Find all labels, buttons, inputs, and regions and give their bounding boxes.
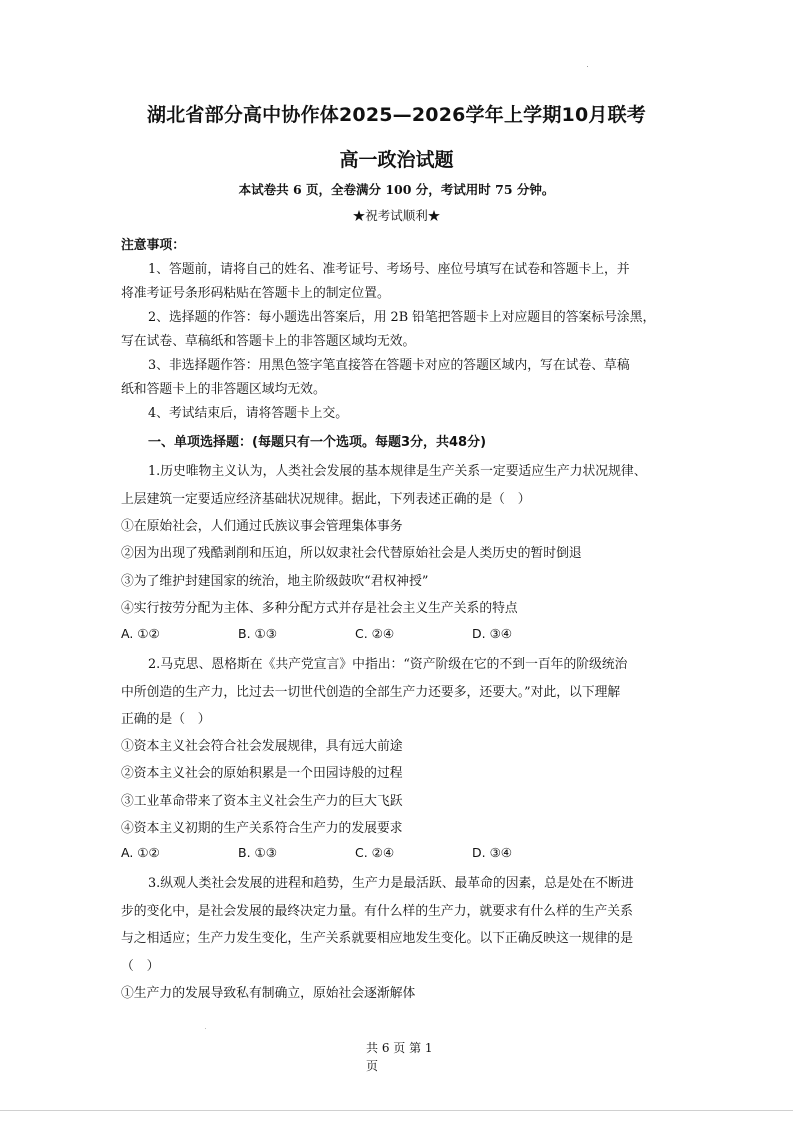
q2-choice-c[interactable]: C. ②④ xyxy=(355,845,395,860)
exam-wish: ★祝考试顺利★ xyxy=(352,208,441,223)
q2-statement-3: ③工业革命带来了资本主义社会生产力的巨大飞跃 xyxy=(121,794,403,809)
notice-item-1-line2: 将准考证号条形码粘贴在答题卡上的制定位置。 xyxy=(121,286,390,301)
q1-choice-d[interactable]: D. ③④ xyxy=(472,626,512,641)
notice-item-1-line1: 1、答题前，请将自己的姓名、准考证号、考场号、座位号填写在试卷和答题卡上，并 xyxy=(148,262,630,277)
scan-dot xyxy=(587,66,588,67)
q2-statement-4: ④资本主义初期的生产关系符合生产力的发展要求 xyxy=(121,821,403,836)
q3-line3: 与之相适应；生产力发生变化，生产关系就要相应地发生变化。以下正确反映这一规律的是 xyxy=(121,931,633,946)
notice-heading: 注意事项： xyxy=(121,238,185,253)
q2-choice-b[interactable]: B. ①③ xyxy=(238,845,277,860)
page-footer-line1: 共 6 页 第 1 xyxy=(366,1041,433,1055)
notice-item-4: 4、考试结束后，请将答题卡上交。 xyxy=(148,406,349,421)
q2-line1: 2.马克思、恩格斯在《共产党宣言》中指出：“资产阶级在它的不到一百年的阶级统治 xyxy=(148,657,628,672)
q2-line2: 中所创造的生产力，比过去一切世代创造的全部生产力还要多，还要大。”对此，以下理解 xyxy=(121,685,621,700)
q2-choice-a[interactable]: A. ①② xyxy=(121,845,160,860)
q3-line2: 步的变化中，是社会发展的最终决定力量。有什么样的生产力，就要求有什么样的生产关系 xyxy=(121,904,633,919)
q1-statement-1: ①在原始社会，人们通过氏族议事会管理集体事务 xyxy=(121,519,403,534)
q2-line3: 正确的是（ ） xyxy=(121,712,211,727)
page-footer-line2: 页 xyxy=(366,1059,379,1073)
notice-item-3-line2: 纸和答题卡上的非答题区域均无效。 xyxy=(121,382,326,397)
notice-item-3-line1: 3、非选择题作答：用黑色签字笔直接答在答题卡对应的答题区域内，写在试卷、草稿 xyxy=(148,358,630,373)
q3-line4: （ ） xyxy=(121,959,160,974)
q1-statement-3: ③为了维护封建国家的统治，地主阶级鼓吹“君权神授” xyxy=(121,574,429,589)
q1-choice-b[interactable]: B. ①③ xyxy=(238,626,277,641)
q2-statement-2: ②资本主义社会的原始积累是一个田园诗般的过程 xyxy=(121,766,403,781)
notice-item-2-line2: 写在试卷、草稿纸和答题卡上的非答题区域均无效。 xyxy=(121,334,416,349)
page-bottom-border xyxy=(0,1110,793,1111)
q2-choice-d[interactable]: D. ③④ xyxy=(472,845,512,860)
q1-line2: 上层建筑一定要适应经济基础状况规律。据此，下列表述正确的是（ ） xyxy=(121,492,531,507)
section-heading: 一、单项选择题：(每题只有一个选项。每题3分，共48分) xyxy=(148,435,487,450)
notice-item-2-line1: 2、选择题的作答：每小题选出答案后，用 2B 铅笔把答题卡上对应题目的答案标号涂黑， xyxy=(148,310,656,325)
q3-statement-1: ①生产力的发展导致私有制确立，原始社会逐渐解体 xyxy=(121,986,416,1001)
q1-line1: 1.历史唯物主义认为，人类社会发展的基本规律是生产关系一定要适应生产力状况规律、 xyxy=(148,464,647,479)
q2-statement-1: ①资本主义社会符合社会发展规律，具有远大前途 xyxy=(121,739,403,754)
exam-info: 本试卷共 6 页，全卷满分 100 分，考试用时 75 分钟。 xyxy=(238,182,555,197)
q1-choice-c[interactable]: C. ②④ xyxy=(355,626,395,641)
q1-statement-2: ②因为出现了残酷剥削和压迫，所以奴隶社会代替原始社会是人类历史的暂时倒退 xyxy=(121,546,582,561)
exam-title: 湖北省部分高中协作体2025—2026学年上学期10月联考 xyxy=(146,104,646,126)
q1-choice-a[interactable]: A. ①② xyxy=(121,626,160,641)
q1-statement-4: ④实行按劳分配为主体、多种分配方式并存是社会主义生产关系的特点 xyxy=(121,601,518,616)
q3-line1: 3.纵观人类社会发展的进程和趋势，生产力是最活跃、最革命的因素，总是处在不断进 xyxy=(148,876,634,891)
scan-dot xyxy=(205,1028,206,1029)
exam-subtitle: 高一政治试题 xyxy=(339,149,454,171)
